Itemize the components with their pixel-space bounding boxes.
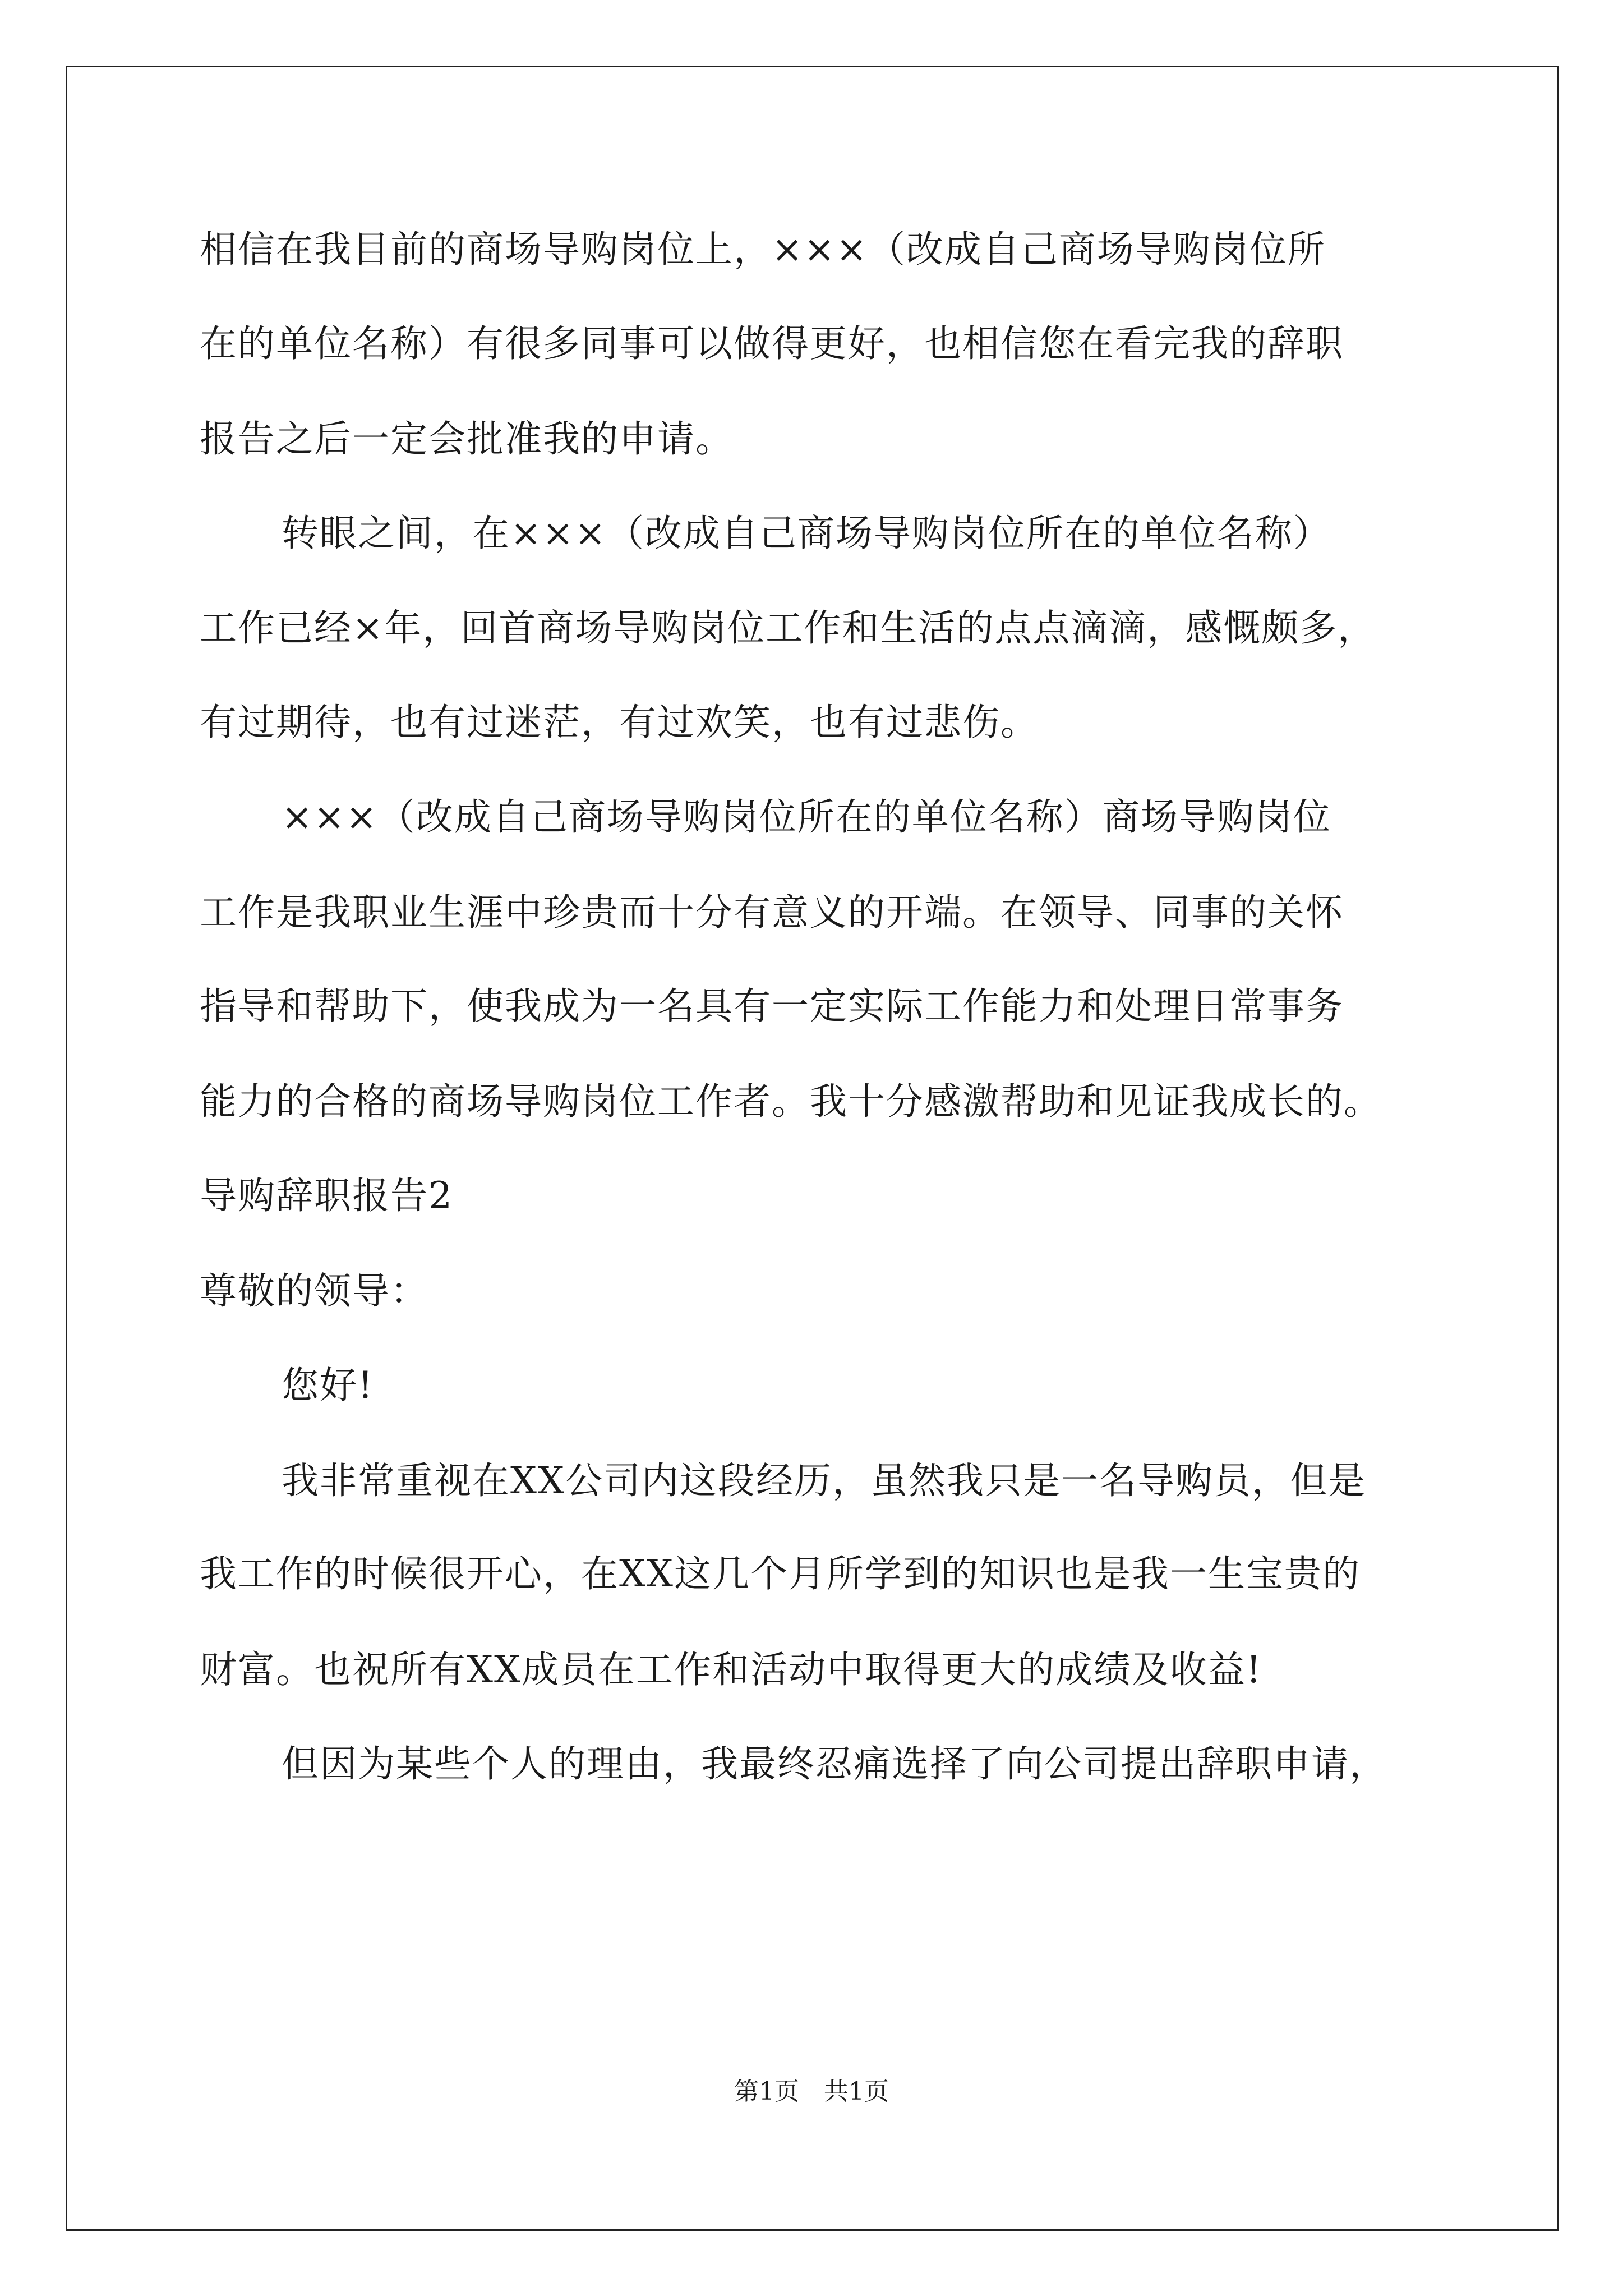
- text-line-3: 报告之后一定会批准我的申请。: [200, 417, 734, 461]
- text-line-10: 能力的合格的商场导购岗位工作者。我十分感激帮助和见证我成长的。: [200, 1080, 1382, 1123]
- text-line-6: 有过期待，也有过迷茫，有过欢笑，也有过悲伤。: [200, 701, 1039, 744]
- text-line-7: ×××（改成自己商场导购岗位所在的单位名称）商场导购岗位: [282, 795, 1331, 839]
- salutation: 尊敬的领导：: [200, 1269, 428, 1313]
- page-footer: 第1页 共1页: [734, 2077, 889, 2106]
- text-line-14: 我非常重视在XX公司内这段经历，虽然我只是一名导购员，但是: [282, 1459, 1366, 1502]
- text-line-15: 我工作的时候很开心，在XX这几个月所学到的知识也是我一生宝贵的: [200, 1552, 1361, 1595]
- text-line-4: 转眼之间，在×××（改成自己商场导购岗位所在的单位名称）: [282, 512, 1331, 555]
- text-line-5: 工作已经×年，回首商场导购岗位工作和生活的点点滴滴，感慨颇多，: [200, 606, 1376, 650]
- text-line-8: 工作是我职业生涯中珍贵而十分有意义的开端。在领导、同事的关怀: [200, 891, 1344, 934]
- text-line-2: 在的单位名称）有很多同事可以做得更好，也相信您在看完我的辞职: [200, 322, 1344, 365]
- greeting: 您好!: [282, 1364, 374, 1407]
- text-line-16: 财富。也祝所有XX成员在工作和活动中取得更大的成绩及收益!: [200, 1648, 1262, 1691]
- text-line-17: 但因为某些个人的理由，我最终忍痛选择了向公司提出辞职申请，: [282, 1742, 1387, 1786]
- text-line-9: 指导和帮助下，使我成为一名具有一定实际工作能力和处理日常事务: [200, 984, 1344, 1028]
- section-heading: 导购辞职报告2: [200, 1174, 453, 1217]
- page-border: [66, 66, 1559, 2231]
- text-line-1: 相信在我目前的商场导购岗位上，×××（改成自己商场导购岗位所: [200, 228, 1326, 271]
